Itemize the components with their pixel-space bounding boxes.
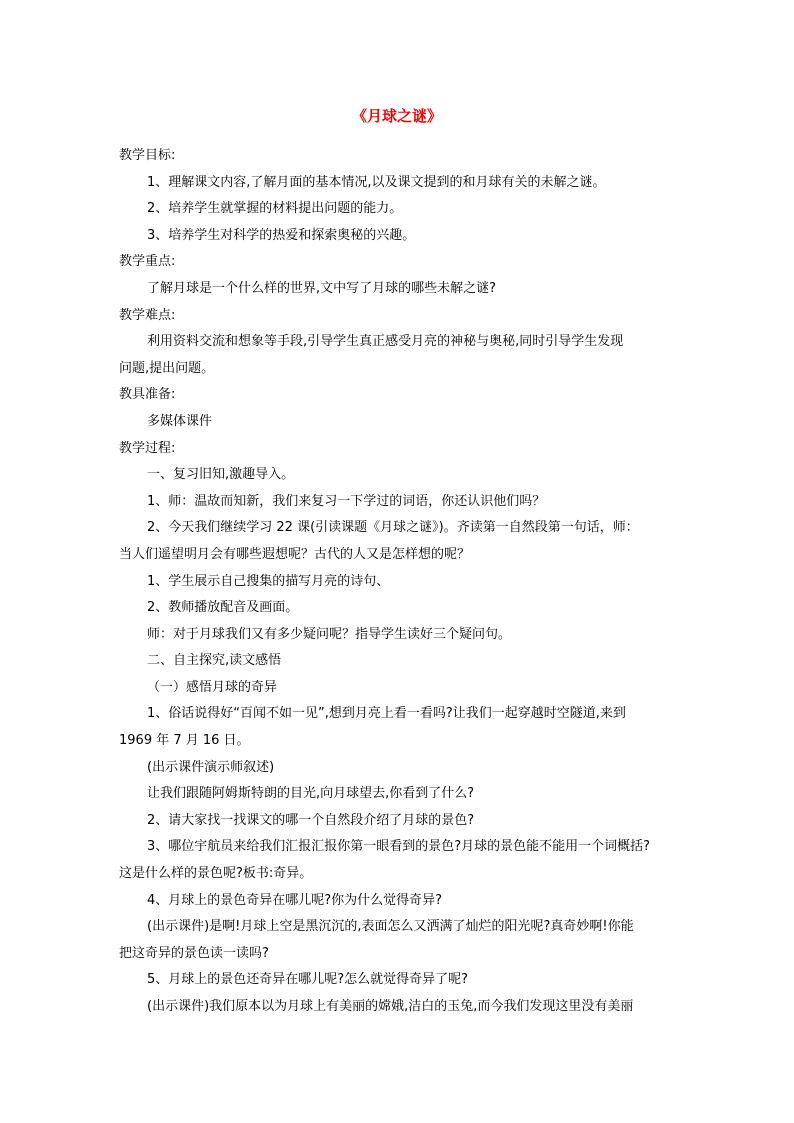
text-line: 1、俗话说得好“百闻不如一见”,想到月亮上看一看吗?让我们一起穿越时空隧道,来到 (147, 706, 626, 722)
text-line: 多媒体课件 (147, 413, 213, 429)
text-line: 2、教师播放配音及画面。 (147, 600, 299, 616)
text-line: 二、自主探究,读文感悟 (147, 653, 282, 669)
text-line: 1、师：温故而知新，我们来复习一下学过的词语，你还认识他们吗？ (147, 493, 546, 509)
text-line: 这是什么样的景色呢?板书:奇异。 (119, 866, 313, 882)
text-line: （一）感悟月球的奇异 (147, 679, 278, 695)
text-line: 问题,提出问题。 (119, 360, 215, 376)
text-line: (出示课件)我们原本以为月球上有美丽的嫦娥,洁白的玉兔,而今我们发现这里没有美丽 (147, 999, 634, 1014)
text-line: 教学难点: (119, 307, 176, 323)
text-line: 把这奇异的景色读一读吗? (119, 945, 269, 961)
document-body (119, 143, 691, 1021)
text-line: 5、月球上的景色还奇异在哪儿呢?怎么就觉得奇异了呢? (147, 972, 469, 988)
text-line: 一、复习旧知,激趣导入。 (147, 467, 295, 483)
text-line: 教学目标: (119, 148, 176, 163)
text-line: 当人们遥望明月会有哪些遐想呢？古代的人又是怎样想的呢？ (119, 546, 471, 562)
text-line: 师：对于月球我们又有多少疑问呢？指导学生读好三个疑问句。 (147, 626, 512, 642)
text-line: (出示课件演示师叙述) (147, 759, 275, 775)
text-line: 了解月球是一个什么样的世界,文中写了月球的哪些未解之谜? (147, 280, 497, 296)
text-line: 3、培养学生对科学的热爱和探索奥秘的兴趣。 (147, 227, 416, 243)
text-line: 教具准备: (119, 387, 176, 403)
text-line: (出示课件)是啊!月球上空是黑沉沉的,表面怎么又洒满了灿烂的阳光呢?真奇妙啊!你能 (147, 919, 634, 935)
text-line: 2、今天我们继续学习 22 课(引读课题《月球之谜》)。齐读第一自然段第一句话，师： (147, 520, 639, 536)
text-line: 2、培养学生就掌握的材料提出问题的能力。 (147, 201, 403, 217)
text-line: 4、月球上的景色奇异在哪儿呢?你为什么觉得奇异? (147, 892, 443, 908)
text-line: 1、理解课文内容,了解月面的基本情况,以及课文提到的和月球有关的未解之谜。 (147, 174, 606, 190)
text-line: 1、学生展示自己搜集的描写月亮的诗句、 (147, 573, 390, 589)
text-line: 教学过程: (119, 440, 176, 456)
text-line: 让我们跟随阿姆斯特朗的目光,向月球望去,你看到了什么? (147, 786, 475, 802)
text-line: 2、请大家找一找课文的哪一个自然段介绍了月球的景色? (147, 812, 475, 828)
text-line: 利用资料交流和想象等手段,引导学生真正感受月亮的神秘与奥秘,同时引导学生发现 (147, 334, 624, 350)
text-line: 1969 年 7 月 16 日。 (119, 733, 250, 749)
text-line: 教学重点: (119, 254, 176, 270)
document-title: 《月球之谜》 (351, 107, 442, 125)
text-line: 3、哪位宇航员来给我们汇报汇报你第一眼看到的景色?月球的景色能不能用一个词概括? (147, 839, 651, 855)
